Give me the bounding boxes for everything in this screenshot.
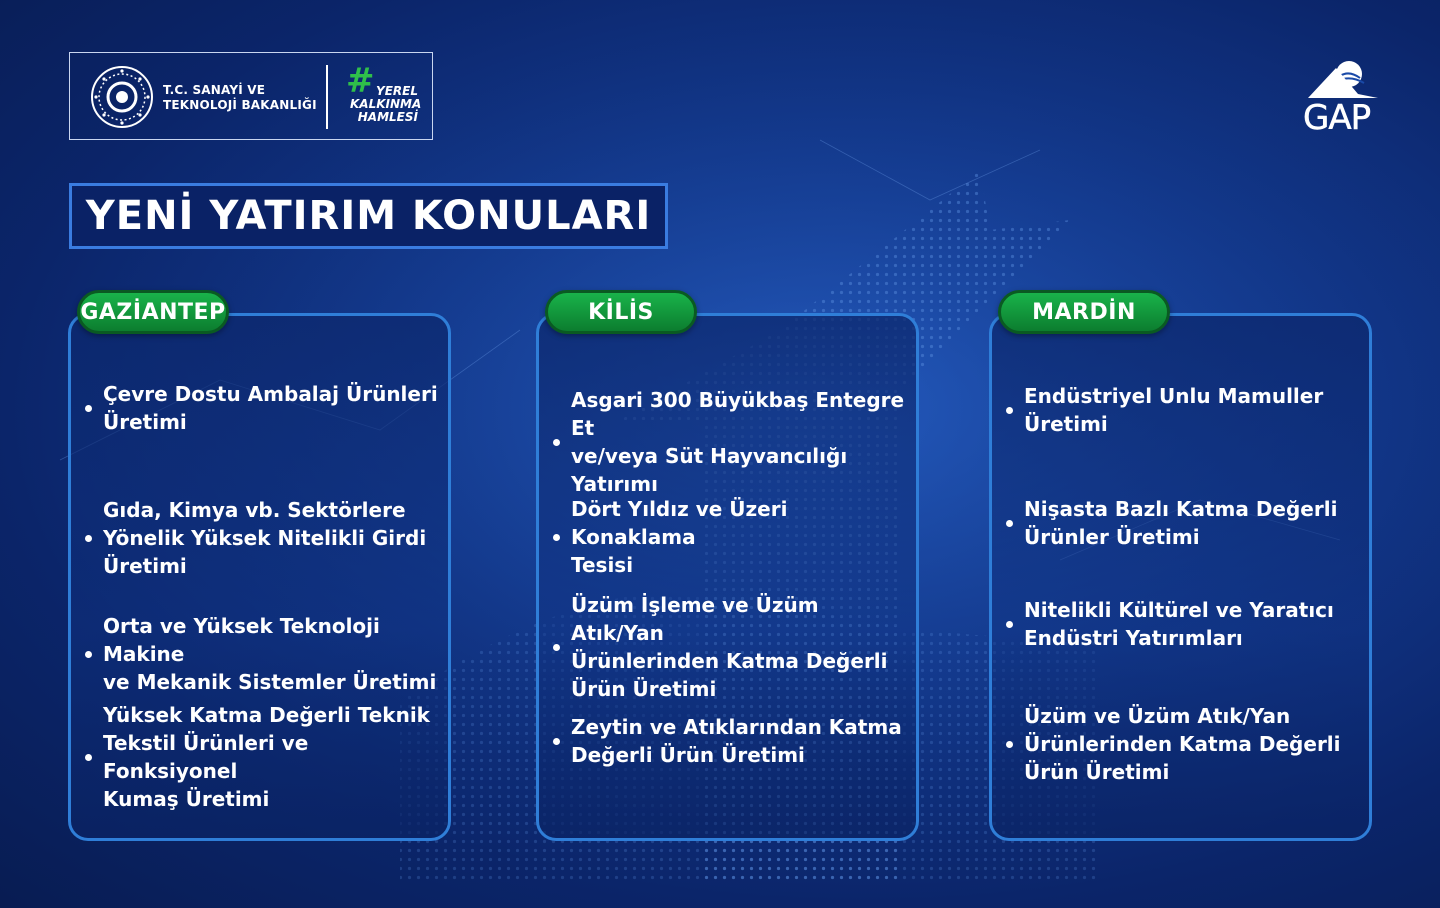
bullet-icon (1006, 520, 1013, 527)
list-item-text: Zeytin ve Atıklarından Katma Değerli Ürün Üretimi (571, 715, 902, 767)
region-panel-kilis (536, 299, 919, 841)
bullet-icon (85, 535, 92, 542)
list-item (85, 701, 440, 813)
bullet-icon (553, 738, 560, 745)
region-label-gaziantep: GAZİANTEP (77, 290, 229, 334)
ministry-emblem-icon (90, 65, 154, 129)
list-item (553, 713, 908, 769)
list-item (85, 496, 440, 580)
region-panel-mardin (989, 299, 1372, 841)
bullet-icon (85, 405, 92, 412)
list-item (553, 591, 908, 703)
list-item (1006, 702, 1361, 786)
bullet-icon (553, 439, 560, 446)
list-item-text: Endüstriyel Unlu Mamuller Üretimi (1024, 384, 1324, 436)
list-item (85, 612, 440, 696)
bullet-icon (553, 534, 560, 541)
bullet-icon (553, 644, 560, 651)
list-item (553, 495, 908, 579)
list-item (1006, 382, 1361, 438)
campaign-logo-text: YEREL KALKINMA HAMLESİ (350, 84, 422, 124)
list-item (553, 386, 908, 498)
list-item-text: Üzüm İşleme ve Üzüm Atık/Yan Ürünlerinden Katma Değerli Ürün Üretimi (571, 593, 888, 701)
list-item-text: Orta ve Yüksek Teknoloji Makine ve Mekanik Sistemler Üretimi (103, 614, 437, 694)
list-item-text: Gıda, Kimya vb. Sektörlere Yönelik Yüksek Nitelikli Girdi Üretimi (103, 498, 427, 578)
region-label-mardin: MARDİN (998, 290, 1170, 334)
list-item-text: Çevre Dostu Ambalaj Ürünleri Üretimi (103, 382, 438, 434)
hashtag-icon: # (346, 61, 375, 101)
list-item-text: Yüksek Katma Değerli Teknik Tekstil Ürünleri ve Fonksiyonel Kumaş Üretimi (103, 703, 430, 811)
page-title-box (69, 183, 668, 249)
list-item-text: Asgari 300 Büyükbaş Entegre Et ve/veya Süt Hayvancılığı Yatırımı (571, 388, 905, 496)
gap-logo-text: GAP (1303, 98, 1371, 138)
list-item (1006, 495, 1361, 551)
list-item (1006, 596, 1361, 652)
bullet-icon (1006, 621, 1013, 628)
list-item-text: Nitelikli Kültürel ve Yaratıcı Endüstri Yatırımları (1024, 598, 1334, 650)
list-item-text: Dört Yıldız ve Üzeri Konaklama Tesisi (571, 497, 788, 577)
list-item-text: Üzüm ve Üzüm Atık/Yan Ürünlerinden Katma Değerli Ürün Üretimi (1024, 704, 1341, 784)
page-title: YENİ YATIRIM KONULARI (85, 193, 652, 239)
logo-divider (326, 65, 328, 129)
bullet-icon (1006, 407, 1013, 414)
bullet-icon (1006, 741, 1013, 748)
list-item (85, 380, 440, 436)
region-panel-gaziantep (68, 299, 451, 841)
region-label-kilis: KİLİS (545, 290, 697, 334)
ministry-name: T.C. SANAYİ VE TEKNOLOJİ BAKANLIĞI (163, 83, 317, 112)
ministry-logo-block (69, 52, 433, 140)
bullet-icon (85, 754, 92, 761)
bullet-icon (85, 651, 92, 658)
list-item-text: Nişasta Bazlı Katma Değerli Ürünler Üretimi (1024, 497, 1338, 549)
